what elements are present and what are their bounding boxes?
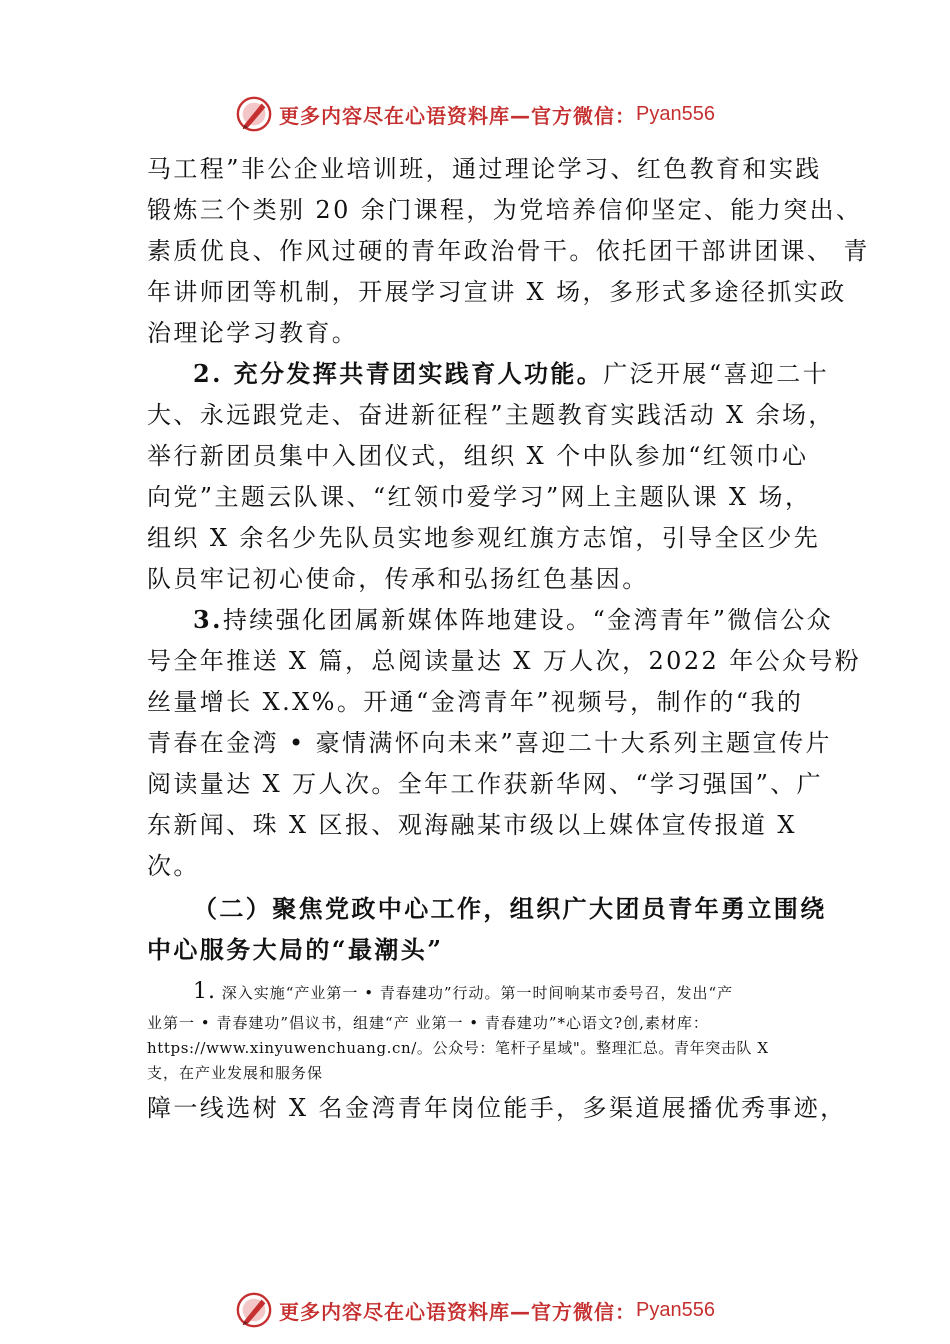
para2-line4: 向党”主题云队课、“红领巾爱学习”网上主题队课 X 场， <box>147 483 812 511</box>
para2-line3: 举行新团员集中入团仪式，组织 X 个中队参加“红领巾心 <box>147 442 809 470</box>
para1-line1: 马工程”非公企业培训班，通过理论学习、红色教育和实践 <box>147 155 822 183</box>
para4-line5: 障一线选树 X 名金湾青年岗位能手，多渠道展播优秀事迹， <box>147 1094 847 1122</box>
watermark-id: Pyan556 <box>636 1298 715 1321</box>
para4-small-line2: 业第一 • 青春建功”倡议书，组建“产 业第一 • 青春建功”*心语文?创,素材库： <box>147 1014 709 1032</box>
para2-line2: 大、永远跟党走、奋进新征程”主题教育实践活动 X 余场， <box>147 401 835 429</box>
para4-small-line4: 支，在产业发展和服务保 <box>147 1064 324 1082</box>
para1-line4: 年讲师团等机制，开展学习宣讲 X 场，多形式多途径抓实政 <box>147 278 847 306</box>
watermark-banner-bottom <box>0 1288 950 1332</box>
para3-line3: 丝量增长 X.X%。开通“金湾青年”视频号，制作的“我的 <box>147 688 804 716</box>
watermark-text: 更多内容尽在心语资料库—官方微信： <box>279 103 637 128</box>
para4-small-line1-rest: 深入实施“产业第一 • 青春建功”行动。第一时间响某市委号召，发出“产 <box>216 984 734 1002</box>
para4-small-line1 <box>193 980 813 1005</box>
pen-logo-icon <box>235 1291 273 1329</box>
section2-heading-line2: 中心服务大局的“最潮头” <box>147 935 444 964</box>
para3-line4: 青春在金湾 • 豪情满怀向未来”喜迎二十大系列主题宣传片 <box>147 729 832 757</box>
watermark-id: Pyan556 <box>636 102 715 125</box>
para3-number: 3. <box>193 605 223 634</box>
para2-line6: 队员牢记初心使命，传承和弘扬红色基因。 <box>147 565 649 593</box>
para2-line1-rest: 广泛开展“喜迎二十 <box>603 360 830 388</box>
para1-line3: 素质优良、作风过硬的青年政治骨干。依托团干部讲团课、 青 <box>147 237 870 265</box>
para3-line6: 东新闻、珠 X 区报、观海融某市级以上媒体宣传报道 X <box>147 811 797 839</box>
para4-small-line3: https://www.xinyuwenchuang.cn/。公众号：笔杆子星域"。整理汇总。青年突击队 X <box>147 1039 769 1057</box>
para2-line5: 组织 X 余名少先队员实地参观红旗方志馆，引导全区少先 <box>147 524 821 552</box>
para4-number: 1. <box>193 979 216 1004</box>
para1-line5: 治理论学习教育。 <box>147 319 359 347</box>
para3-line1 <box>193 605 833 635</box>
watermark-text: 更多内容尽在心语资料库—官方微信： <box>279 1299 637 1324</box>
para3-line5: 阅读量达 X 万人次。全年工作获新华网、“学习强国”、广 <box>147 770 824 798</box>
para1-line2: 锻炼三个类别 20 余门课程，为党培养信仰坚定、能力突出、 <box>147 196 863 224</box>
para3-line7: 次。 <box>147 852 200 880</box>
section2-heading-line1: （二）聚焦党政中心工作，组织广大团员青年勇立围绕 <box>193 894 827 923</box>
para2-heading: 2. 充分发挥共青团实践育人功能。 <box>193 359 604 388</box>
para3-line2: 号全年推送 X 篇，总阅读量达 X 万人次，2022 年公众号粉 <box>147 647 862 675</box>
para2-line1 <box>193 359 830 389</box>
para3-line1-rest: 持续强化团属新媒体阵地建设。“金湾青年”微信公众 <box>222 606 833 634</box>
